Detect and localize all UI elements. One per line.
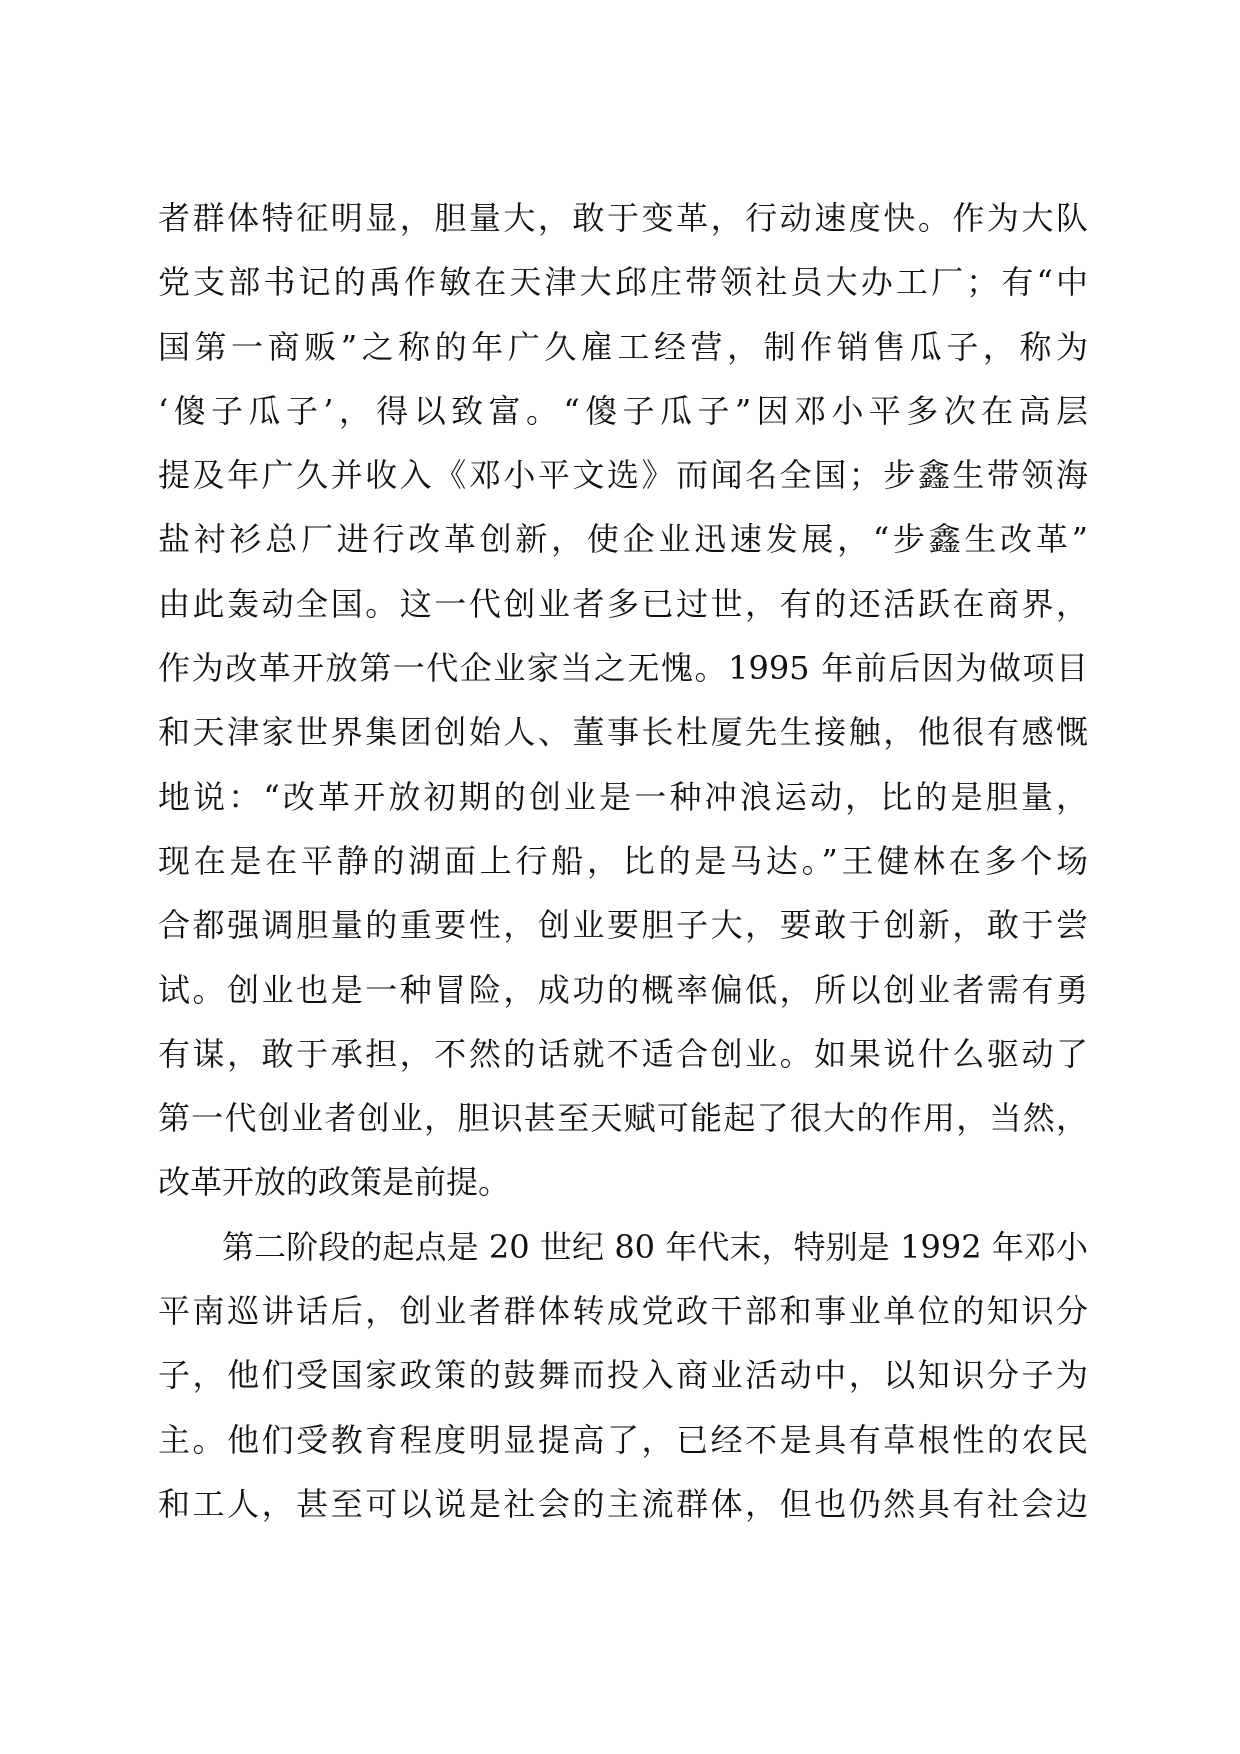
text-line: 盐衬衫总厂进行改革创新，使企业迅速发展，“步鑫生改革”: [158, 520, 1088, 559]
text-line: 子，他们受国家政策的鼓舞而投入商业活动中，以知识分子为: [158, 1356, 1088, 1395]
text-line: 平南巡讲话后，创业者群体转成党政干部和事业单位的知识分: [158, 1292, 1088, 1331]
text-line: 由此轰动全国。这一代创业者多已过世，有的还活跃在商界，: [158, 584, 1088, 623]
text-line: 和工人，甚至可以说是社会的主流群体，但也仍然具有社会边: [158, 1484, 1088, 1523]
text-line: 有谋，敢于承担，不然的话就不适合创业。如果说什么驱动了: [158, 1034, 1088, 1073]
document-body: [158, 186, 1088, 1536]
text-line: 试。创业也是一种冒险，成功的概率偏低，所以创业者需有勇: [158, 970, 1088, 1009]
text-line: ‘傻子瓜子’，得以致富。“傻子瓜子”因邓小平多次在高层: [158, 391, 1088, 430]
text-line: 地说：“改革开放初期的创业是一种冲浪运动，比的是胆量，: [158, 777, 1088, 816]
text-line: 和天津家世界集团创始人、董事长杜厦先生接触，他很有感慨: [158, 713, 1088, 752]
text-line: 党支部书记的禹作敏在天津大邱庄带领社员大办工厂；有“中: [158, 263, 1088, 302]
text-line: 者群体特征明显，胆量大，敢于变革，行动速度快。作为大队: [158, 199, 1088, 237]
text-line: 作为改革开放第一代企业家当之无愧。1995 年前后因为做项目: [158, 649, 1088, 688]
text-line: 改革开放的政策是前提。: [158, 1163, 511, 1202]
text-line: 合都强调胆量的重要性，创业要胆子大，要敢于创新，敢于尝: [158, 906, 1088, 945]
paragraph-1: [158, 186, 1088, 1215]
text-line: 提及年广久并收入《邓小平文选》而闻名全国；步鑫生带领海: [158, 456, 1088, 495]
paragraph-2: [158, 1215, 1088, 1536]
text-line: 第二阶段的起点是 20 世纪 80 年代末，特别是 1992 年邓小: [222, 1227, 1088, 1266]
text-line: 国第一商贩”之称的年广久雇工经营，制作销售瓜子，称为: [158, 327, 1088, 366]
text-line: 现在是在平静的湖面上行船，比的是马达。”王健林在多个场: [158, 841, 1088, 880]
text-line: 主。他们受教育程度明显提高了，已经不是具有草根性的农民: [158, 1420, 1088, 1459]
text-line: 第一代创业者创业，胆识甚至天赋可能起了很大的作用，当然，: [158, 1099, 1088, 1138]
